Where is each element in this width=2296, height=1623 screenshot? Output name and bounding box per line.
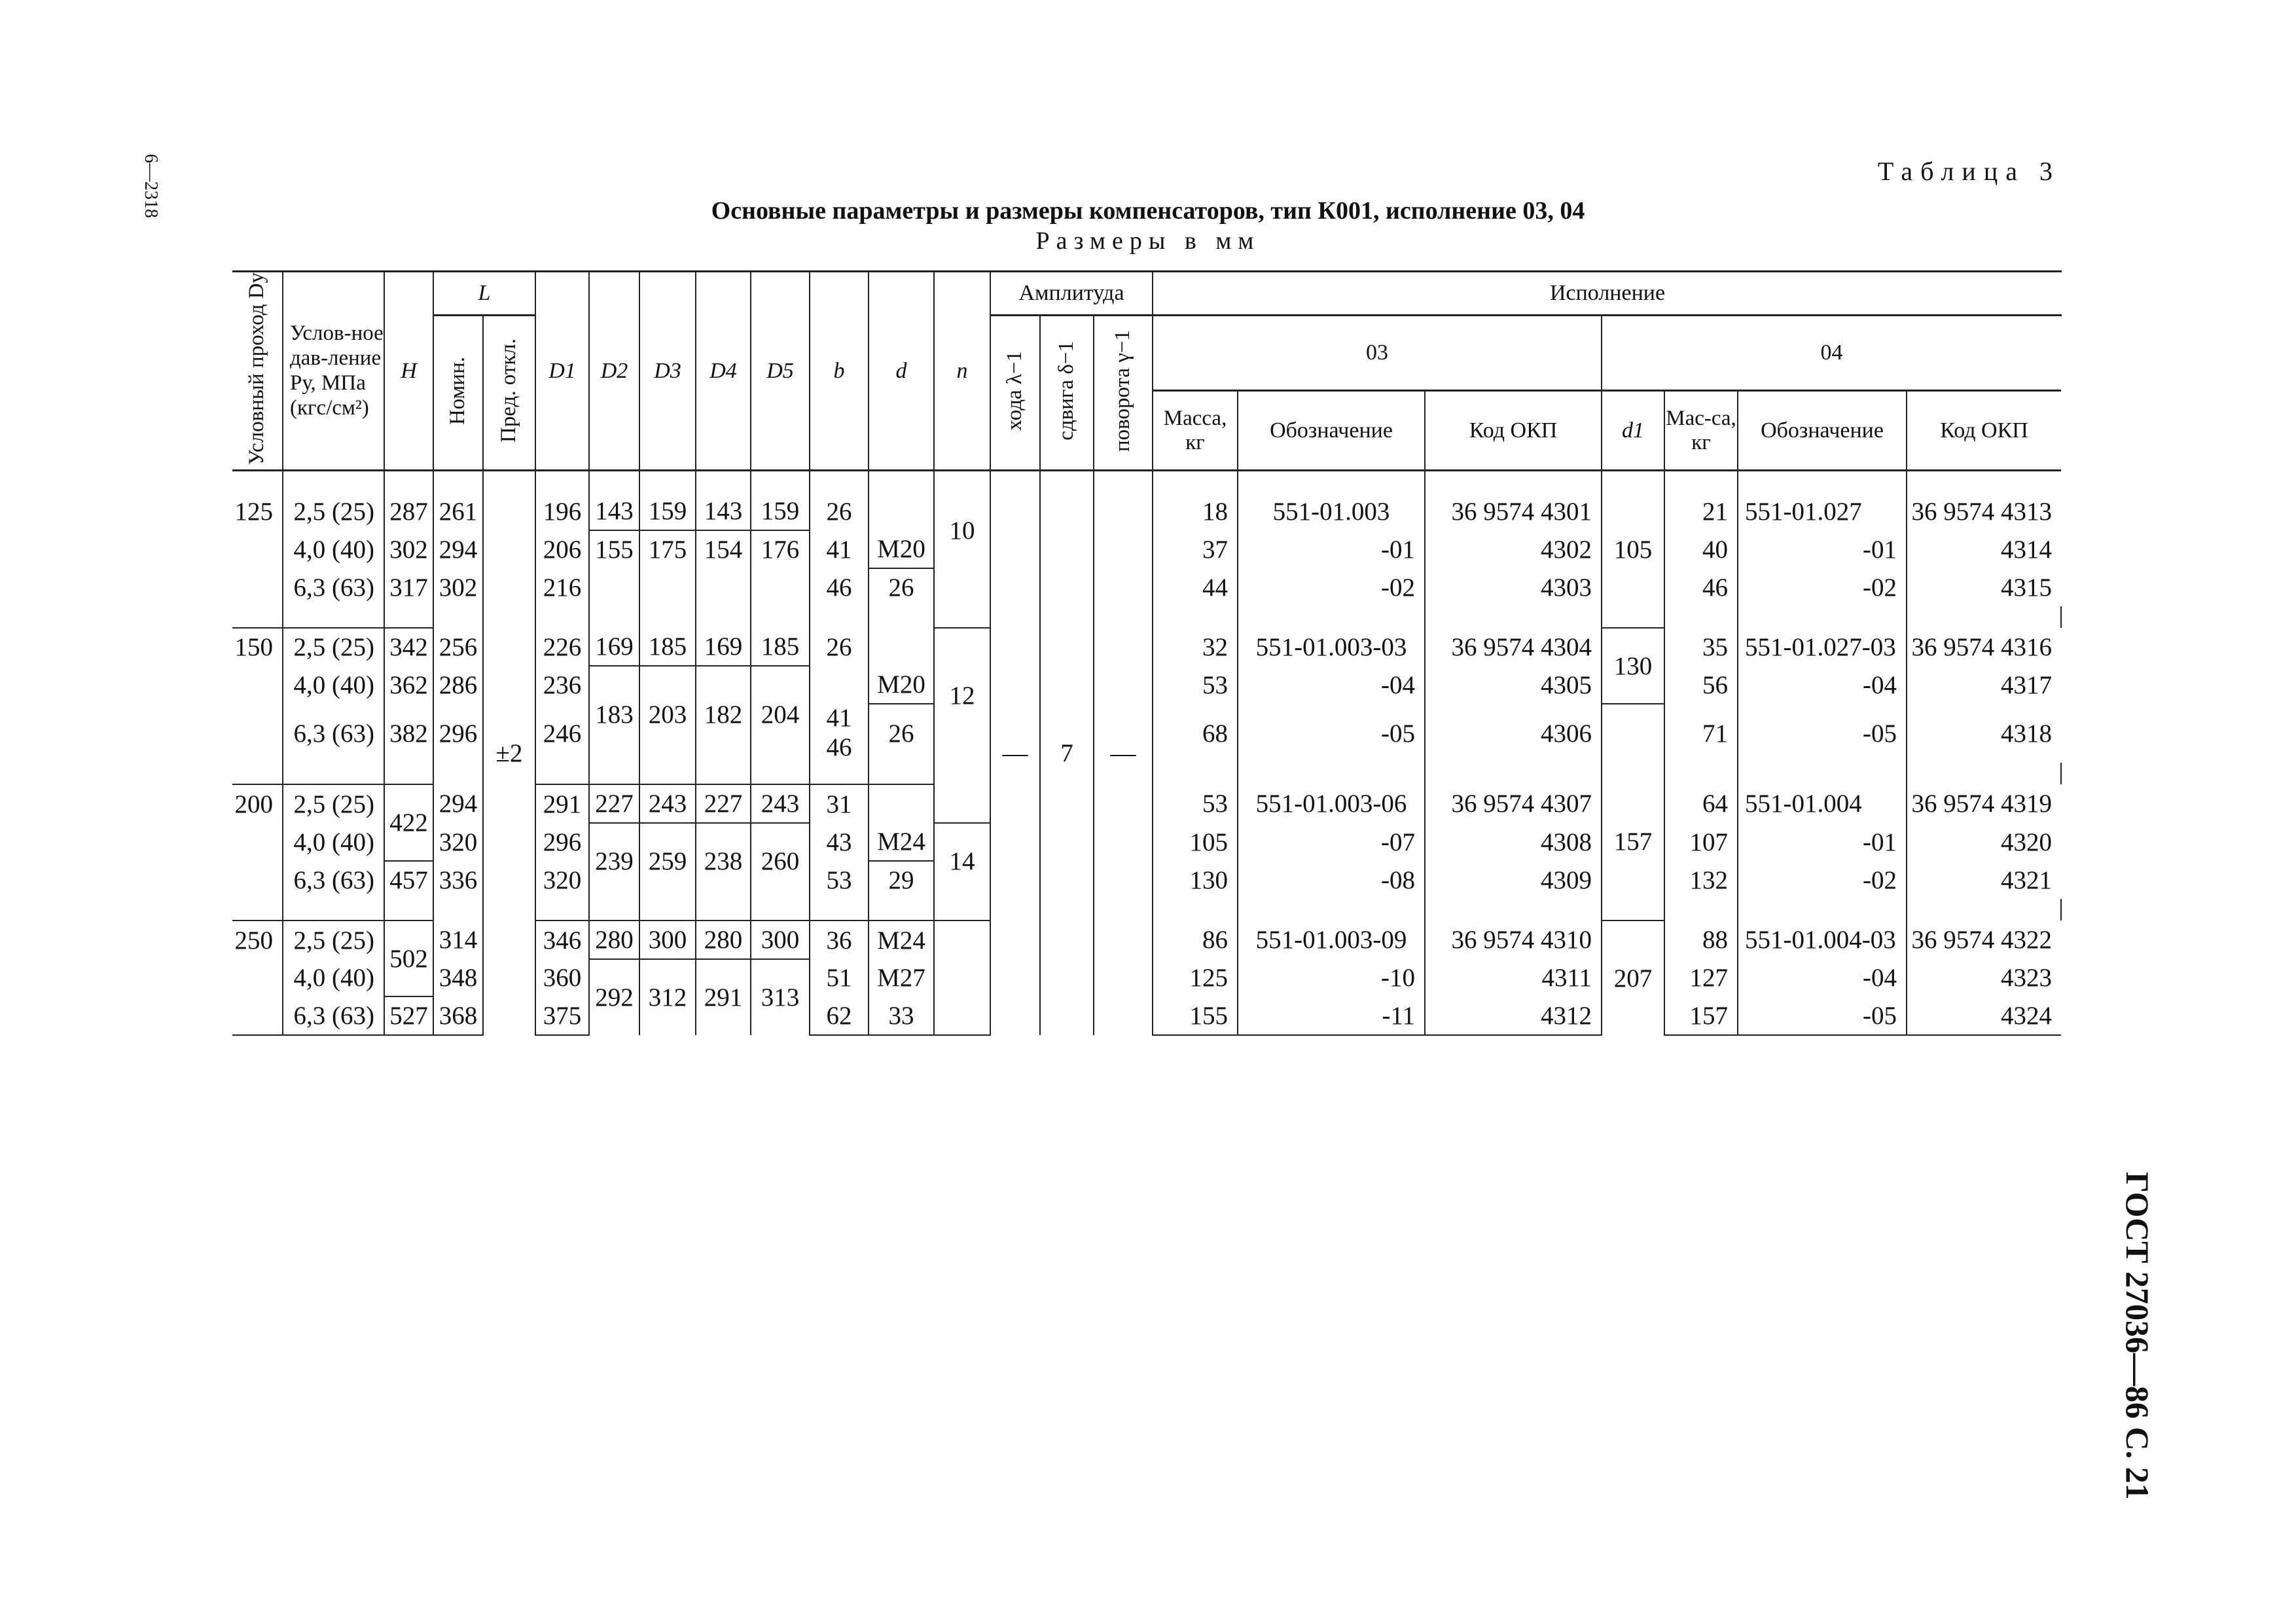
header-amp-shift: сдвига δ−1: [1040, 316, 1094, 471]
standard-footer: ГОСТ 27036—86 С. 21: [2119, 1172, 2156, 1500]
header-execution: Исполнение: [1153, 272, 2062, 316]
header-h: H: [384, 272, 433, 471]
table-row: 6,3 (63) 457 336 320 53 29 130 -08 4309 132 -02 4321: [232, 861, 2062, 899]
table-row: 6,3 (63) 527 368 375 62 33 155 -11 4312 157 -05 4324: [232, 996, 2062, 1035]
header-d2: D2: [589, 272, 639, 471]
table-subtitle: Размеры в мм: [1035, 227, 1261, 255]
table-row: 6,3 (63) 382 296 246 41 46 26 68 -05 4306 71 -05 4318: [232, 704, 2062, 763]
page-code: 6—2318: [141, 154, 161, 218]
table-row: 4,0 (40) 302 294 206 155 175 154 176 41 M20 37 -01 4302 40 -01 4314: [232, 530, 2062, 568]
header-amp-stroke: хода λ−1: [990, 316, 1040, 471]
amp-stroke-value: —: [990, 471, 1040, 1035]
header-d1-04: d1: [1602, 391, 1664, 471]
header-l-tol: Пред. откл.: [483, 316, 535, 471]
header-l: L: [433, 272, 535, 316]
header-b: b: [810, 272, 869, 471]
header-desig04: Обозначение: [1738, 391, 1907, 471]
header-n: n: [934, 272, 990, 471]
header-d5: D5: [751, 272, 810, 471]
table-row: 200 2,5 (25) 422 294 291 227 243 227 243 31 53 551-01.003-06 36 9574 4307 157 64 551-01.004 36 9574 4319: [232, 784, 2062, 823]
header-d: d: [869, 272, 934, 471]
header-amp-turn: поворота γ−1: [1094, 316, 1153, 471]
table-row: 4,0 (40) 362 286 236 183 203 182 204 M20 53 -04 4305 56 -04 4317: [232, 666, 2062, 704]
header-desig03: Обозначение: [1238, 391, 1425, 471]
header-d3: D3: [639, 272, 696, 471]
header-mass03: Масса, кг: [1153, 391, 1238, 471]
header-l-nom: Номин.: [433, 316, 483, 471]
table-row: 4,0 (40) 348 360 292 312 291 313 51 M27 125 -10 4311 127 -04 4323: [232, 959, 2062, 996]
header-d4: D4: [696, 272, 751, 471]
table-title: Основные параметры и размеры компенсаторов, тип К001, исполнение 03, 04: [711, 197, 1585, 225]
header-okp04: Код ОКП: [1907, 391, 2061, 471]
header-d1: D1: [535, 272, 589, 471]
l-tolerance: ±2: [483, 471, 535, 1035]
header-okp03: Код ОКП: [1425, 391, 1602, 471]
table-row: 150 2,5 (25) 342 256 226 169 185 169 185 26 12 32 551-01.003-03 36 9574 4304 130 35 551-01.027-03 36 9574 4316: [232, 628, 2062, 666]
header-ex04: 04: [1602, 316, 2061, 391]
amp-shift-value: 7: [1040, 471, 1094, 1035]
parameters-table: [232, 270, 2062, 1036]
header-amplitude: Амплитуда: [990, 272, 1153, 316]
table-row: 125 2,5 (25) 287 261 196 143 159 143 159 26 10 18 551-01.003 36 9574 4301 105 21 551-01.027 36 9574 4313: [232, 492, 2062, 530]
header-mass04: Мас-са, кг: [1664, 391, 1738, 471]
header-py: Услов-ное дав-ление Pу, МПа (кгс/см²): [283, 272, 384, 471]
header-dy: Условный проход Dу: [232, 272, 283, 471]
table-label: Таблица 3: [1877, 156, 2060, 186]
table-row: 4,0 (40) 320 296 239 259 238 260 43 M24 14 105 -07 4308 107 -01 4320: [232, 823, 2062, 861]
table-row: 6,3 (63) 317 302 216 46 26 44 -02 4303 46 -02 4315: [232, 568, 2062, 606]
table-row: 250 2,5 (25) 502 314 346 280 300 280 300 36 M24 86 551-01.003-09 36 9574 4310 207 88 551-01.004-03 36 9574 4322: [232, 921, 2062, 959]
header-ex03: 03: [1153, 316, 1602, 391]
amp-turn-value: —: [1094, 471, 1153, 1035]
